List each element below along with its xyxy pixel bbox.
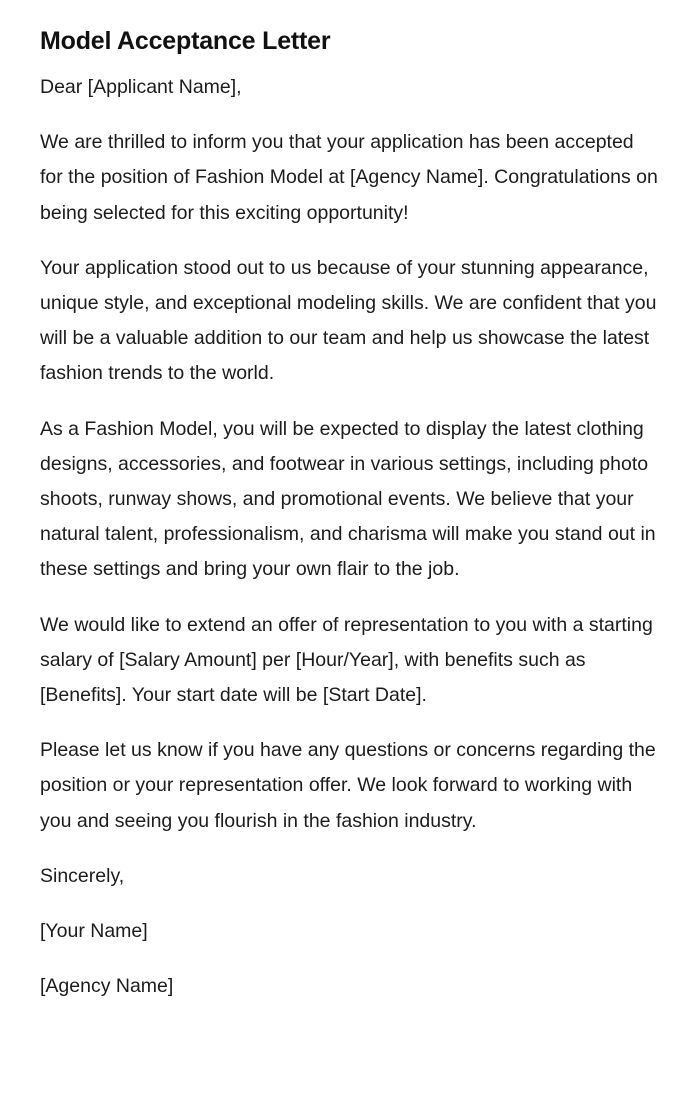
salutation: Dear [Applicant Name], — [40, 76, 242, 98]
page-title: Model Acceptance Letter — [40, 27, 331, 55]
body-paragraph-1: We are thrilled to inform you that your application has been accepted for the position of Fashion Model at [Agency Name]. Congratulations on being selected for this exciting opportunity! — [40, 131, 658, 224]
signature-name: [Your Name] — [40, 920, 148, 943]
body-paragraph-5: Please let us know if you have any questions or concerns regarding the position or your representation offer. We look forward to working with you and seeing you flourish in the fashion industry. — [40, 739, 656, 832]
signature-agency: [Agency Name] — [40, 975, 174, 998]
body-paragraph-2: Your application stood out to us because of your stunning appearance, unique style, and exceptional modeling skills. We are confident that you will be a valuable addition to our team and help us showcase the latest fashion trends to the world. — [40, 256, 657, 385]
closing: Sincerely, — [40, 864, 125, 887]
body-paragraph-3: As a Fashion Model, you will be expected to display the latest clothing designs, accessories, and footwear in various settings, including photo shoots, runway shows, and promotional events. We believe that your natural talent, professionalism, and charisma will make you stand out in these settings and bring your own flair to the job. — [40, 417, 656, 581]
body-paragraph-4: We would like to extend an offer of representation to you with a starting salary of [Salary Amount] per [Hour/Year], with benefits such as [Benefits]. Your start date will be [Start Date]. — [40, 613, 653, 707]
